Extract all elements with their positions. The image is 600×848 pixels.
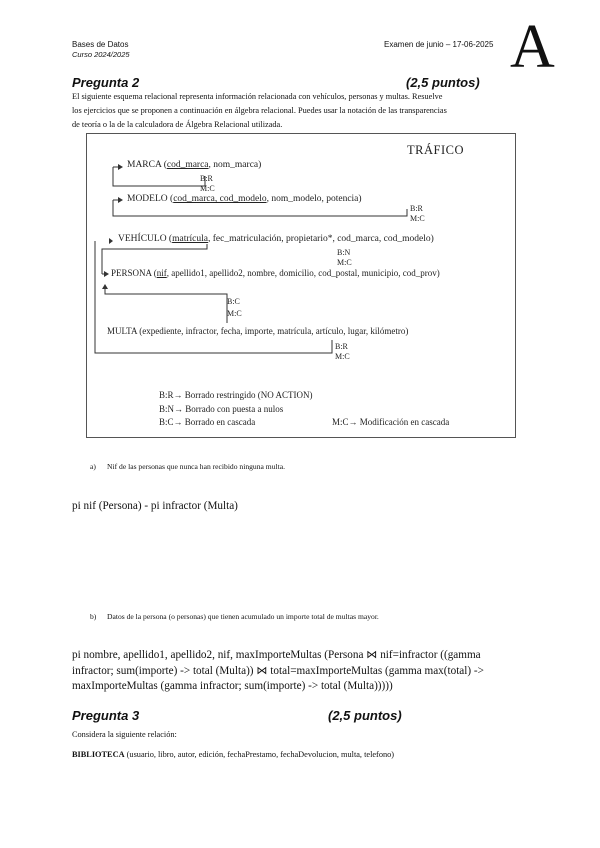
legend-set-null: B:N→ Borrado con puesta a nulos [159,404,284,414]
fk-line-multa-vehiculo [95,241,332,353]
attributes: , nom_marca) [208,160,262,170]
arrow-head [109,238,113,244]
arrow-head [118,164,123,170]
answer-line: infractor; sum(importe) -> total (Multa)) ⋈ total=maxImporteMultas (gamma max(total) -> [72,664,484,677]
primary-key: cod_marca, cod_modelo [173,194,267,204]
course-year: Curso 2024/2025 [72,50,130,59]
table-name: PERSONA ( [111,268,157,278]
constraint-tag: M:C [337,258,352,267]
attributes: , apellido1, apellido2, nombre, domicilio, cod_postal, municipio, cod_prov) [166,268,440,278]
table-persona [111,268,440,278]
subquestion-a-label: a) [90,462,96,471]
constraint-tag: B:R [335,342,348,351]
subquestion-b-text: Datos de la persona (o personas) que tienen acumulado un importe total de multas mayor. [107,612,379,621]
subject-name: Bases de Datos [72,40,129,49]
constraint-tag: M:C [200,184,215,193]
fk-line-multa-persona [105,288,227,323]
answer-line: pi nombre, apellido1, apellido2, nif, maxImporteMultas (Persona ⋈ nif=infractor ((gamma [72,649,481,661]
arrow-head [104,271,109,277]
intro-line: El siguiente esquema relacional representa información relacionada con vehículos, personas y multas. Resuelve [72,92,443,101]
table-name: MODELO ( [127,194,174,204]
subquestion-a-text: Nif de las personas que nunca han recibido ninguna multa. [107,462,285,471]
constraint-tag: B:N [337,248,351,257]
constraint-tag: B:R [200,174,213,183]
question-2-title: Pregunta 2 [72,75,140,90]
primary-key: nif [156,268,167,278]
question-3-intro: Considera la siguiente relación: [72,730,177,739]
table-multa: MULTA (expediente, infractor, fecha, importe, matrícula, artículo, lugar, kilómetro) [107,326,409,336]
primary-key: matrícula [172,234,208,244]
relation-name: BIBLIOTECA [72,750,125,759]
answer-b [72,648,542,695]
schema-diagram [86,133,516,438]
constraint-tag: M:C [335,352,350,361]
table-name: MARCA ( [127,160,167,170]
relation-attributes: (usuario, libro, autor, edición, fechaPrestamo, fechaDevolucion, multa, telefono) [124,750,395,759]
question-3-title: Pregunta 3 [72,708,140,723]
answer-a: pi nif (Persona) - pi infractor (Multa) [72,500,238,512]
question-2-intro [72,90,542,132]
exam-model-letter: A [510,13,555,81]
table-vehiculo [118,234,434,244]
relation-biblioteca [72,748,394,762]
arrow-head [102,284,108,289]
primary-key: cod_marca [166,160,209,170]
diagram-title: TRÁFICO [407,143,464,157]
constraint-tag: B:R [410,204,423,213]
legend-cascade-update: M:C→ Modificación en cascada [332,417,450,427]
question-2-points: (2,5 puntos) [406,75,480,90]
legend-restrict: B:R→ Borrado restringido (NO ACTION) [159,390,313,400]
arrow-head [118,197,123,203]
intro-line: de teoría o la de la calculadora de Álgebra Relacional utilizada. [72,120,283,129]
constraint-tag: M:C [410,214,425,223]
subquestion-b-label: b) [90,612,97,621]
intro-line: los ejercicios que se proponen a continuación en álgebra relacional. Puedes usar la notación de las transparencias [72,106,447,115]
table-name: VEHÍCULO ( [118,234,173,244]
attributes: , nom_modelo, potencia) [266,194,362,204]
table-marca [127,160,261,170]
legend-cascade-delete: B:C→ Borrado en cascada [159,417,256,427]
constraint-tag: B:C [227,297,240,306]
table-modelo [127,194,362,204]
question-3-points: (2,5 puntos) [328,708,402,723]
exam-date: Examen de junio – 17-06-2025 [384,40,494,49]
attributes: , fec_matriculación, propietario*, cod_marca, cod_modelo) [207,234,434,244]
constraint-tag: M:C [227,309,242,318]
answer-line: maxImporteMultas (gamma infractor; sum(importe) -> total (Multa))))) [72,680,393,692]
